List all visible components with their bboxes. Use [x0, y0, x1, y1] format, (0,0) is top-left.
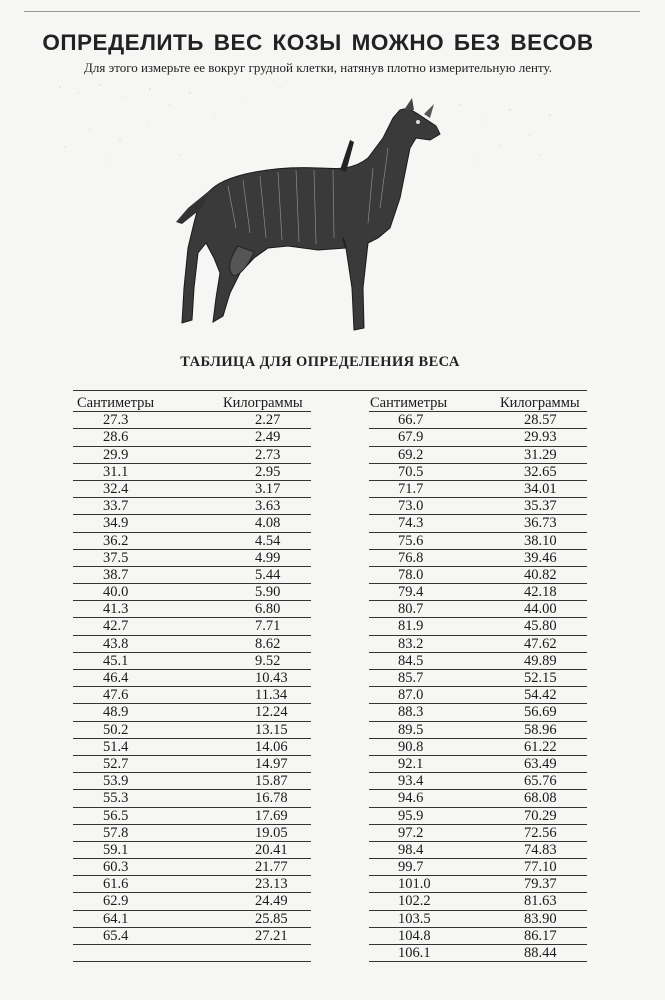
cell-kilograms-right: 58.96 — [524, 721, 557, 738]
cell-kilograms-right: 74.83 — [524, 841, 557, 858]
cell-kilograms-left: 15.87 — [255, 773, 288, 790]
cell-centimeters-left: 41.3 — [103, 601, 129, 618]
cell-centimeters-left: 50.2 — [103, 721, 129, 738]
cell-centimeters-left: 48.9 — [103, 704, 129, 721]
cell-kilograms-right: 61.22 — [524, 738, 557, 755]
table-row — [73, 464, 587, 481]
table-row — [73, 842, 587, 859]
cell-centimeters-left: 59.1 — [103, 841, 129, 858]
cell-kilograms-right: 72.56 — [524, 824, 557, 841]
header-kilograms-2: Килограммы — [500, 395, 580, 411]
cell-kilograms-right: 29.93 — [524, 429, 557, 446]
cell-kilograms-right: 45.80 — [524, 618, 557, 635]
table-row — [73, 515, 587, 532]
table-row — [73, 808, 587, 825]
cell-centimeters-right: 71.7 — [398, 480, 424, 497]
cell-centimeters-right: 95.9 — [398, 807, 424, 824]
cell-centimeters-left: 56.5 — [103, 807, 129, 824]
header-centimeters-2: Сантиметры — [370, 395, 448, 411]
cell-kilograms-right: 36.73 — [524, 515, 557, 532]
table-row — [73, 790, 587, 807]
cell-centimeters-left: 45.1 — [103, 652, 129, 669]
cell-centimeters-right: 75.6 — [398, 532, 424, 549]
table-row — [73, 876, 587, 893]
cell-centimeters-right: 81.9 — [398, 618, 424, 635]
cell-centimeters-left: 31.1 — [103, 463, 129, 480]
cell-kilograms-left: 4.08 — [255, 515, 281, 532]
cell-centimeters-right: 66.7 — [398, 412, 424, 429]
cell-centimeters-right: 89.5 — [398, 721, 424, 738]
cell-centimeters-right: 76.8 — [398, 549, 424, 566]
cell-kilograms-right: 77.10 — [524, 859, 557, 876]
table-row — [73, 928, 587, 945]
table-row — [73, 722, 587, 739]
cell-centimeters-right: 106.1 — [398, 945, 431, 961]
cell-kilograms-left: 9.52 — [255, 652, 281, 669]
row-underline-right — [369, 961, 587, 962]
cell-kilograms-left: 8.62 — [255, 635, 281, 652]
cell-centimeters-right: 93.4 — [398, 773, 424, 790]
table-row — [73, 859, 587, 876]
cell-centimeters-left: 65.4 — [103, 927, 129, 944]
cell-kilograms-left: 23.13 — [255, 876, 288, 893]
cell-centimeters-left: 62.9 — [103, 893, 129, 910]
cell-centimeters-left: 37.5 — [103, 549, 129, 566]
cell-centimeters-right: 104.8 — [398, 927, 431, 944]
cell-centimeters-left: 55.3 — [103, 790, 129, 807]
cell-kilograms-right: 47.62 — [524, 635, 557, 652]
cell-centimeters-left: 40.0 — [103, 584, 129, 601]
table-row — [73, 550, 587, 567]
table-row — [73, 911, 587, 928]
cell-centimeters-right: 98.4 — [398, 841, 424, 858]
cell-kilograms-left: 2.49 — [255, 429, 281, 446]
cell-centimeters-left: 29.9 — [103, 446, 129, 463]
cell-kilograms-right: 88.44 — [524, 945, 557, 961]
cell-kilograms-left: 24.49 — [255, 893, 288, 910]
cell-centimeters-right: 88.3 — [398, 704, 424, 721]
cell-centimeters-right: 85.7 — [398, 670, 424, 686]
cell-centimeters-left: 33.7 — [103, 498, 129, 515]
cell-centimeters-left: 52.7 — [103, 755, 129, 772]
cell-kilograms-right: 31.29 — [524, 446, 557, 463]
cell-kilograms-left: 2.27 — [255, 412, 281, 429]
top-divider — [24, 11, 640, 12]
cell-kilograms-left: 7.71 — [255, 618, 281, 635]
table-row — [73, 653, 587, 670]
cell-kilograms-left: 3.63 — [255, 498, 281, 515]
cell-kilograms-left: 10.43 — [255, 670, 288, 686]
cell-kilograms-right: 49.89 — [524, 652, 557, 669]
cell-kilograms-left: 16.78 — [255, 790, 288, 807]
cell-kilograms-right: 83.90 — [524, 910, 557, 927]
cell-centimeters-right: 80.7 — [398, 601, 424, 618]
cell-kilograms-left: 21.77 — [255, 859, 288, 876]
cell-centimeters-right: 73.0 — [398, 498, 424, 515]
table-row — [73, 704, 587, 721]
table-row — [73, 739, 587, 756]
cell-kilograms-left: 14.06 — [255, 738, 288, 755]
table-row — [73, 636, 587, 653]
cell-kilograms-right: 54.42 — [524, 687, 557, 704]
cell-centimeters-right: 87.0 — [398, 687, 424, 704]
table-row — [73, 584, 587, 601]
table-row — [73, 618, 587, 635]
cell-kilograms-right: 38.10 — [524, 532, 557, 549]
cell-kilograms-left: 2.95 — [255, 463, 281, 480]
cell-centimeters-left: 34.9 — [103, 515, 129, 532]
cell-kilograms-right: 34.01 — [524, 480, 557, 497]
table-row — [73, 481, 587, 498]
cell-kilograms-left: 25.85 — [255, 910, 288, 927]
cell-kilograms-right: 56.69 — [524, 704, 557, 721]
cell-centimeters-left: 53.9 — [103, 773, 129, 790]
cell-kilograms-right: 39.46 — [524, 549, 557, 566]
cell-kilograms-left: 11.34 — [255, 687, 288, 704]
table-row — [73, 945, 587, 962]
cell-centimeters-right: 79.4 — [398, 584, 424, 601]
cell-centimeters-right: 70.5 — [398, 463, 424, 480]
cell-kilograms-left: 19.05 — [255, 824, 288, 841]
cell-centimeters-left: 27.3 — [103, 412, 129, 429]
cell-kilograms-right: 35.37 — [524, 498, 557, 515]
cell-kilograms-left: 6.80 — [255, 601, 281, 618]
cell-centimeters-right: 84.5 — [398, 652, 424, 669]
cell-centimeters-right: 94.6 — [398, 790, 424, 807]
table-title: ТАБЛИЦА ДЛЯ ОПРЕДЕЛЕНИЯ ВЕСА — [180, 354, 460, 370]
cell-kilograms-left: 4.54 — [255, 532, 281, 549]
cell-kilograms-left: 2.73 — [255, 446, 281, 463]
header-kilograms-1: Килограммы — [223, 395, 303, 411]
cell-centimeters-left: 46.4 — [103, 670, 129, 686]
cell-centimeters-left: 57.8 — [103, 824, 129, 841]
cell-centimeters-right: 90.8 — [398, 738, 424, 755]
cell-kilograms-left: 4.99 — [255, 549, 281, 566]
cell-centimeters-left: 47.6 — [103, 687, 129, 704]
cell-kilograms-left: 13.15 — [255, 721, 288, 738]
cell-centimeters-left: 36.2 — [103, 532, 129, 549]
cell-centimeters-left: 43.8 — [103, 635, 129, 652]
cell-centimeters-right: 83.2 — [398, 635, 424, 652]
cell-centimeters-left: 28.6 — [103, 429, 129, 446]
cell-kilograms-left: 20.41 — [255, 841, 288, 858]
cell-centimeters-left: 42.7 — [103, 618, 129, 635]
cell-kilograms-right: 28.57 — [524, 412, 557, 429]
table-row — [73, 447, 587, 464]
cell-kilograms-right: 65.76 — [524, 773, 557, 790]
cell-kilograms-right: 63.49 — [524, 755, 557, 772]
cell-kilograms-left: 5.44 — [255, 566, 281, 583]
cell-kilograms-right: 81.63 — [524, 893, 557, 910]
table-row — [73, 498, 587, 515]
cell-centimeters-right: 78.0 — [398, 566, 424, 583]
cell-centimeters-right: 69.2 — [398, 446, 424, 463]
cell-centimeters-right: 99.7 — [398, 859, 424, 876]
cell-centimeters-left: 64.1 — [103, 910, 129, 927]
page-title: ОПРЕДЕЛИТЬ ВЕС КОЗЫ МОЖНО БЕЗ ВЕСОВ — [42, 30, 594, 55]
table-row — [73, 670, 587, 687]
cell-centimeters-right: 97.2 — [398, 824, 424, 841]
table-row — [73, 533, 587, 550]
page-subtitle: Для этого измерьте ее вокруг грудной клетки, натянув плотно измерительную ленту. — [84, 60, 552, 75]
table-row — [73, 567, 587, 584]
cell-kilograms-right: 52.15 — [524, 670, 557, 686]
cell-centimeters-right: 103.5 — [398, 910, 431, 927]
table-row — [73, 429, 587, 446]
cell-centimeters-left: 51.4 — [103, 738, 129, 755]
cell-centimeters-right: 92.1 — [398, 755, 424, 772]
cell-kilograms-left: 3.17 — [255, 480, 281, 497]
cell-kilograms-right: 40.82 — [524, 566, 557, 583]
cell-kilograms-right: 42.18 — [524, 584, 557, 601]
table-row — [73, 825, 587, 842]
cell-centimeters-left: 38.7 — [103, 566, 129, 583]
cell-kilograms-right: 79.37 — [524, 876, 557, 893]
weight-table — [73, 395, 587, 962]
cell-centimeters-right: 67.9 — [398, 429, 424, 446]
cell-centimeters-right: 74.3 — [398, 515, 424, 532]
cell-centimeters-left: 61.6 — [103, 876, 129, 893]
table-header — [73, 395, 587, 412]
cell-kilograms-left: 17.69 — [255, 807, 288, 824]
cell-kilograms-left: 27.21 — [255, 927, 288, 944]
table-top-rule — [73, 390, 587, 391]
table-row — [73, 893, 587, 910]
cell-centimeters-right: 102.2 — [398, 893, 431, 910]
header-centimeters-1: Сантиметры — [77, 395, 155, 411]
cell-centimeters-left: 32.4 — [103, 480, 129, 497]
cell-centimeters-right: 101.0 — [398, 876, 431, 893]
goat-illustration — [168, 98, 458, 338]
cell-kilograms-right: 68.08 — [524, 790, 557, 807]
table-row — [73, 687, 587, 704]
row-underline-left — [73, 961, 311, 962]
cell-kilograms-right: 32.65 — [524, 463, 557, 480]
cell-kilograms-left: 14.97 — [255, 755, 288, 772]
table-row — [73, 773, 587, 790]
cell-kilograms-right: 44.00 — [524, 601, 557, 618]
table-row — [73, 412, 587, 429]
cell-kilograms-left: 12.24 — [255, 704, 288, 721]
cell-kilograms-right: 70.29 — [524, 807, 557, 824]
cell-centimeters-left: 60.3 — [103, 859, 129, 876]
cell-kilograms-right: 86.17 — [524, 927, 557, 944]
cell-kilograms-left: 5.90 — [255, 584, 281, 601]
table-row — [73, 756, 587, 773]
table-row — [73, 601, 587, 618]
